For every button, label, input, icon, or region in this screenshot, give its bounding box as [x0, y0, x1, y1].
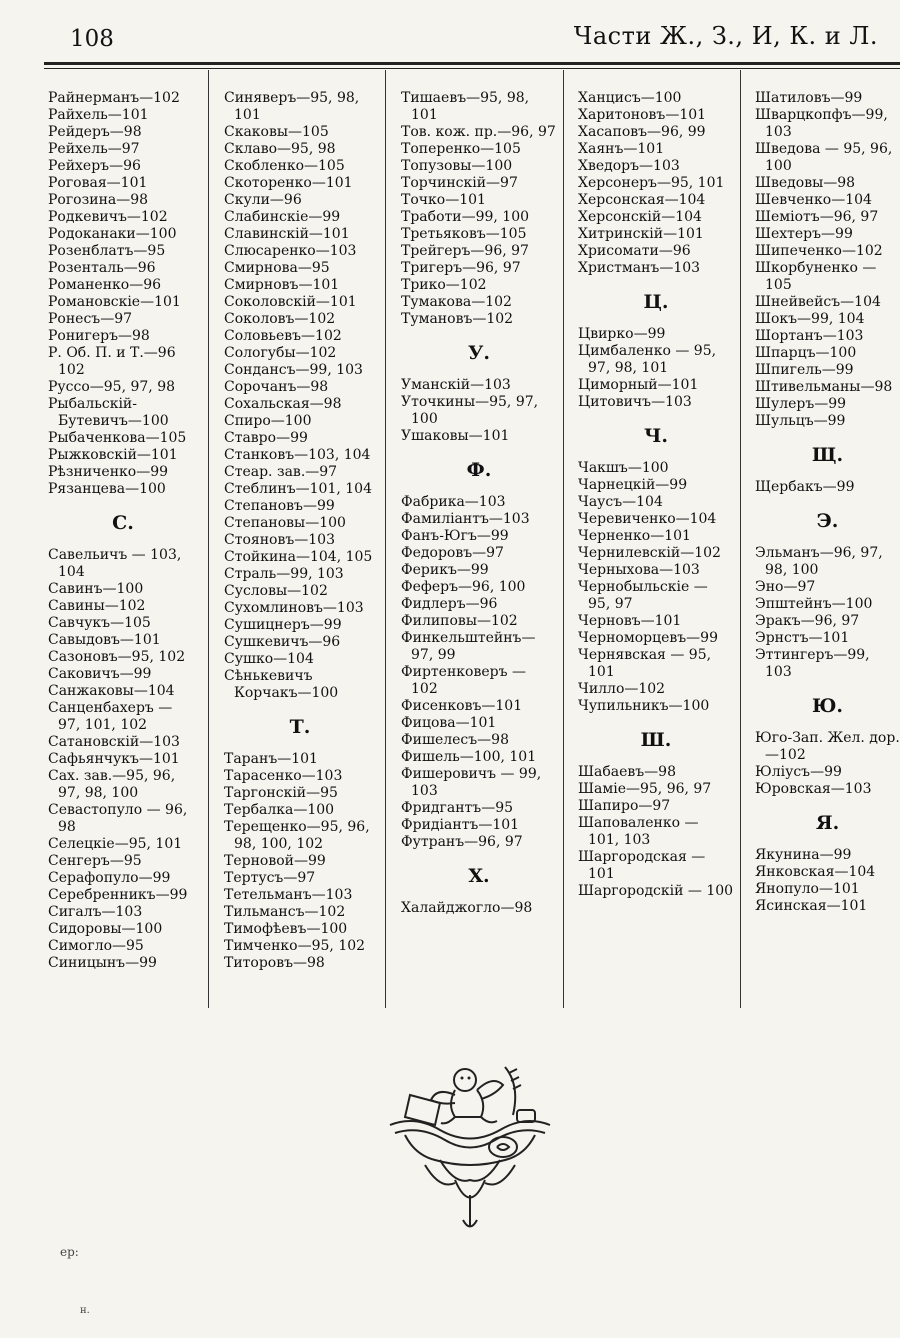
index-entry: Сондансъ—99, 103: [224, 362, 363, 378]
index-entry: Шаргородскій — 100: [578, 883, 734, 899]
index-entry: Эно—97: [755, 579, 816, 595]
index-entry: Рыжковскій—101: [48, 447, 178, 463]
section-letter-heading: Ф.: [466, 459, 492, 481]
index-entry: Тетельманъ—103: [224, 887, 353, 903]
index-entry: Цвирко—99: [578, 326, 666, 342]
index-entry: Степановъ—99: [224, 498, 335, 514]
index-entry: Романенко—96: [48, 277, 162, 293]
index-entry: Синицынъ—99: [48, 955, 157, 971]
index-entry: Сенгеръ—95: [48, 853, 142, 869]
index-entry: Тишаевъ—95, 98, 101: [401, 90, 530, 123]
index-entry: Чакшъ—100: [578, 460, 669, 476]
index-entry: Терещенко—95, 96, 98, 100, 102: [224, 819, 370, 852]
index-entry: Слабинскіе—99: [224, 209, 341, 225]
index-entry: Хведоръ—103: [578, 158, 680, 174]
index-entry: Футранъ—96, 97: [401, 834, 523, 850]
index-entry: Серафопуло—99: [48, 870, 171, 886]
index-entry: Цитовичъ—103: [578, 394, 692, 410]
index-entry: Харитоновъ—101: [578, 107, 707, 123]
index-entry: Сушкевичъ—96: [224, 634, 341, 650]
index-entry: Ставро—99: [224, 430, 308, 446]
index-entry: Смирновъ—101: [224, 277, 340, 293]
index-entry: Рейдеръ—98: [48, 124, 142, 140]
index-entry: Сидоровы—100: [48, 921, 163, 937]
index-entry: Стеар. зав.—97: [224, 464, 338, 480]
index-entry: Рыбаченкова—105: [48, 430, 187, 446]
index-entry: Спиро—100: [224, 413, 312, 429]
index-entry: Сушко—104: [224, 651, 314, 667]
index-entry: Шнейвейсъ—104: [755, 294, 881, 310]
index-entry: Юліусъ—99: [755, 764, 842, 780]
index-entry: Шаміе—95, 96, 97: [578, 781, 712, 797]
index-entry: Уманскій—103: [401, 377, 511, 393]
section-letter-heading: Э.: [816, 510, 839, 532]
index-entry: Христманъ—103: [578, 260, 701, 276]
index-entry: Тумановъ—102: [401, 311, 514, 327]
index-entry: Слюсаренко—103: [224, 243, 357, 259]
index-entry: Ронигеръ—98: [48, 328, 150, 344]
index-entry: Севастопуло — 96, 98: [48, 802, 188, 835]
index-entry: Топеренко—105: [401, 141, 521, 157]
index-entry: Савины—102: [48, 598, 146, 614]
index-entry: Финкельштейнъ—97, 99: [401, 630, 536, 663]
index-entry: Трико—102: [401, 277, 487, 293]
index-entry: Стояновъ—103: [224, 532, 335, 548]
index-entry: Филиповы—102: [401, 613, 518, 629]
index-entry: Соловьевъ—102: [224, 328, 342, 344]
index-entry: Сохальская—98: [224, 396, 342, 412]
section-letter-heading: Щ.: [811, 444, 844, 466]
index-entry: Рогозина—98: [48, 192, 149, 208]
index-entry: Райхель—101: [48, 107, 149, 123]
index-entry: Р. Об. П. и Т.—96 102: [48, 345, 176, 378]
index-entry: Уточкины—95, 97, 100: [401, 394, 539, 427]
index-entry: Херсонеръ—95, 101: [578, 175, 725, 191]
index-entry: Шкорбуненко — 105: [755, 260, 877, 293]
section-letter-heading: Ч.: [644, 425, 668, 447]
index-entry: Чилло—102: [578, 681, 666, 697]
index-entry: Ронесъ—97: [48, 311, 133, 327]
index-entry: Шаповаленко — 101, 103: [578, 815, 699, 848]
index-entry: Фридіантъ—101: [401, 817, 520, 833]
page-number: 108: [70, 26, 114, 52]
index-entry: Тимченко—95, 102: [224, 938, 366, 954]
index-entry: Феферъ—96, 100: [401, 579, 526, 595]
index-entry: Шапиро—97: [578, 798, 671, 814]
header-rule-thin: [44, 68, 900, 69]
index-entry: Рейхель—97: [48, 141, 140, 157]
index-entry: Чернявская — 95, 101: [578, 647, 712, 680]
index-entry: Ясинская—101: [755, 898, 868, 914]
section-letter-heading: Я.: [815, 812, 840, 834]
column-divider: [208, 70, 209, 1008]
cherub-vignette-icon: [385, 1055, 555, 1235]
index-entry: Фидлеръ—96: [401, 596, 498, 612]
index-entry: Тов. кож. пр.—96, 97: [401, 124, 556, 140]
index-entry: Юго-Зап. Жел. дор.—102: [755, 730, 900, 763]
index-entry: Шульцъ—99: [755, 413, 846, 429]
index-column-1: [48, 90, 198, 972]
index-entry: Шаргородская — 101: [578, 849, 706, 882]
index-entry: Шокъ—99, 104: [755, 311, 865, 327]
index-entry: Скаковы—105: [224, 124, 329, 140]
index-entry: Шеміотъ—96, 97: [755, 209, 879, 225]
index-entry: Фишеровичъ — 99, 103: [401, 766, 542, 799]
index-entry: Терновой—99: [224, 853, 326, 869]
index-entry: Станковъ—103, 104: [224, 447, 371, 463]
index-entry: Тработи—99, 100: [401, 209, 530, 225]
index-entry: Розенблатъ—95: [48, 243, 166, 259]
column-divider: [740, 70, 741, 1008]
index-entry: Федоровъ—97: [401, 545, 504, 561]
index-entry: Шварцкопфъ—99, 103: [755, 107, 888, 140]
index-entry: Страль—99, 103: [224, 566, 344, 582]
index-entry: Ферикъ—99: [401, 562, 489, 578]
index-column-4: [578, 90, 734, 900]
index-entry: Скоторенко—101: [224, 175, 353, 191]
index-entry: Скули—96: [224, 192, 302, 208]
index-column-5: [755, 90, 900, 915]
index-entry: Фабрика—103: [401, 494, 506, 510]
index-entry: Фисенковъ—101: [401, 698, 523, 714]
index-entry: Саковичъ—99: [48, 666, 152, 682]
section-letter-heading: У.: [467, 342, 491, 364]
index-entry: Черевиченко—104: [578, 511, 717, 527]
index-entry: Черноморцевъ—99: [578, 630, 718, 646]
index-entry: Шипеченко—102: [755, 243, 883, 259]
index-entry: Шведова — 95, 96, 100: [755, 141, 893, 174]
index-entry: Третьяковъ—105: [401, 226, 527, 242]
index-entry: Фишелесъ—98: [401, 732, 509, 748]
margin-mark: н.: [80, 1305, 90, 1316]
index-entry: Санжаковы—104: [48, 683, 175, 699]
index-entry: Циморный—101: [578, 377, 699, 393]
index-entry: Фиртенковеръ — 102: [401, 664, 526, 697]
index-entry: Савинъ—100: [48, 581, 144, 597]
index-entry: Янопуло—101: [755, 881, 860, 897]
index-entry: Селецкіе—95, 101: [48, 836, 183, 852]
index-entry: Сафьянчукъ—101: [48, 751, 180, 767]
column-divider: [385, 70, 386, 1008]
index-entry: Эракъ—96, 97: [755, 613, 860, 629]
index-entry: Райнерманъ—102: [48, 90, 180, 106]
index-entry: Штивельманы—98: [755, 379, 893, 395]
index-entry: Тимофѣевъ—100: [224, 921, 348, 937]
index-entry: Тумакова—102: [401, 294, 512, 310]
index-entry: Савыдовъ—101: [48, 632, 161, 648]
index-entry: Сѣнькевичъ Корчакъ—100: [224, 668, 339, 701]
index-entry: Родкевичъ—102: [48, 209, 168, 225]
index-entry: Эттингеръ—99, 103: [755, 647, 870, 680]
index-entry: Точко—101: [401, 192, 486, 208]
index-entry: Фридгантъ—95: [401, 800, 514, 816]
index-entry: Рейхеръ—96: [48, 158, 141, 174]
index-entry: Соколовскій—101: [224, 294, 357, 310]
index-entry: Романовскіе—101: [48, 294, 181, 310]
index-entry: Торчинскій—97: [401, 175, 518, 191]
index-entry: Сазоновъ—95, 102: [48, 649, 186, 665]
index-entry: Скобленко—105: [224, 158, 345, 174]
index-entry: Чупильникъ—100: [578, 698, 710, 714]
index-entry: Черновъ—101: [578, 613, 682, 629]
index-entry: Щербакъ—99: [755, 479, 855, 495]
index-entry: Сах. зав.—95, 96, 97, 98, 100: [48, 768, 176, 801]
section-letter-heading: Ц.: [643, 291, 669, 313]
index-entry: Сигалъ—103: [48, 904, 143, 920]
index-entry: Степановы—100: [224, 515, 346, 531]
index-entry: Юровская—103: [755, 781, 872, 797]
index-entry: Сушицнеръ—99: [224, 617, 342, 633]
section-letter-heading: Т.: [289, 716, 311, 738]
index-entry: Ушаковы—101: [401, 428, 510, 444]
index-entry: Шатиловъ—99: [755, 90, 863, 106]
index-entry: Родоканаки—100: [48, 226, 177, 242]
index-entry: Санценбахеръ — 97, 101, 102: [48, 700, 173, 733]
index-entry: Янковская—104: [755, 864, 876, 880]
section-letter-heading: Ю.: [811, 695, 844, 717]
index-entry: Сусловы—102: [224, 583, 328, 599]
index-entry: Розенталь—96: [48, 260, 156, 276]
index-entry: Склаво—95, 98: [224, 141, 336, 157]
index-entry: Чаусъ—104: [578, 494, 663, 510]
index-column-3: [401, 90, 557, 917]
index-entry: Соколовъ—102: [224, 311, 336, 327]
index-entry: Фишель—100, 101: [401, 749, 537, 765]
index-entry: Рѣзниченко—99: [48, 464, 169, 480]
index-entry: Хрисомати—96: [578, 243, 691, 259]
index-entry: Сатановскій—103: [48, 734, 180, 750]
index-entry: Шведовы—98: [755, 175, 856, 191]
index-entry: Симогло—95: [48, 938, 144, 954]
index-entry: Ханцисъ—100: [578, 90, 682, 106]
margin-mark: ер:: [60, 1245, 79, 1259]
index-entry: Стеблинъ—101, 104: [224, 481, 372, 497]
running-title: Части Ж., З., И, К. и Л.: [573, 22, 878, 50]
section-letter-heading: Ш.: [640, 729, 672, 751]
header-rule: [44, 62, 900, 65]
index-entry: Шабаевъ—98: [578, 764, 676, 780]
index-entry: Савчукъ—105: [48, 615, 151, 631]
index-column-2: [224, 90, 376, 972]
column-divider: [563, 70, 564, 1008]
index-entry: Тарасенко—103: [224, 768, 343, 784]
index-entry: Эрнстъ—101: [755, 630, 850, 646]
index-entry: Хасаповъ—96, 99: [578, 124, 706, 140]
index-entry: Чернилевскій—102: [578, 545, 721, 561]
index-entry: Сорочанъ—98: [224, 379, 329, 395]
index-entry: Хаянъ—101: [578, 141, 665, 157]
index-entry: Топузовы—100: [401, 158, 513, 174]
index-entry: Славинскій—101: [224, 226, 350, 242]
index-entry: Фамиліантъ—103: [401, 511, 530, 527]
section-letter-heading: Х.: [468, 865, 490, 887]
index-entry: Стойкина—104, 105: [224, 549, 373, 565]
index-entry: Херсонская—104: [578, 192, 706, 208]
index-entry: Якунина—99: [755, 847, 852, 863]
index-entry: Тертусъ—97: [224, 870, 316, 886]
index-entry: Шулеръ—99: [755, 396, 847, 412]
index-entry: Тильмансъ—102: [224, 904, 346, 920]
index-entry: Тербалка—100: [224, 802, 335, 818]
index-entry: Черныхова—103: [578, 562, 700, 578]
index-entry: Халайджогло—98: [401, 900, 533, 916]
index-entry: Эльманъ—96, 97, 98, 100: [755, 545, 883, 578]
index-entry: Таранъ—101: [224, 751, 318, 767]
index-entry: Черненко—101: [578, 528, 691, 544]
index-entry: Фанъ-Югъ—99: [401, 528, 509, 544]
index-entry: Шехтеръ—99: [755, 226, 853, 242]
index-entry: Сухомлиновъ—103: [224, 600, 364, 616]
index-entry: Хитринскій—101: [578, 226, 704, 242]
index-entry: Чарнецкій—99: [578, 477, 688, 493]
index-entry: Руссо—95, 97, 98: [48, 379, 176, 395]
index-entry: Рыбальскій-Бутевичъ—100: [48, 396, 169, 429]
index-entry: Чернобыльскіе — 95, 97: [578, 579, 708, 612]
index-entry: Савельичъ — 103, 104: [48, 547, 182, 580]
index-entry: Тригеръ—96, 97: [401, 260, 521, 276]
index-entry: Шпарцъ—100: [755, 345, 857, 361]
index-entry: Роговая—101: [48, 175, 148, 191]
index-entry: Смирнова—95: [224, 260, 330, 276]
index-entry: Херсонскій—104: [578, 209, 702, 225]
index-entry: Эпштейнъ—100: [755, 596, 873, 612]
index-entry: Цимбаленко — 95, 97, 98, 101: [578, 343, 717, 376]
index-entry: Шортанъ—103: [755, 328, 864, 344]
section-letter-heading: С.: [112, 512, 134, 534]
index-entry: Сологубы—102: [224, 345, 337, 361]
index-entry: Фицова—101: [401, 715, 497, 731]
index-entry: Синяверъ—95, 98, 101: [224, 90, 360, 123]
index-entry: Трейгеръ—96, 97: [401, 243, 529, 259]
index-entry: Шевченко—104: [755, 192, 872, 208]
index-entry: Титоровъ—98: [224, 955, 325, 971]
index-entry: Таргонскій—95: [224, 785, 338, 801]
index-entry: Рязанцева—100: [48, 481, 166, 497]
index-entry: Шпигель—99: [755, 362, 854, 378]
index-entry: Серебренникъ—99: [48, 887, 188, 903]
